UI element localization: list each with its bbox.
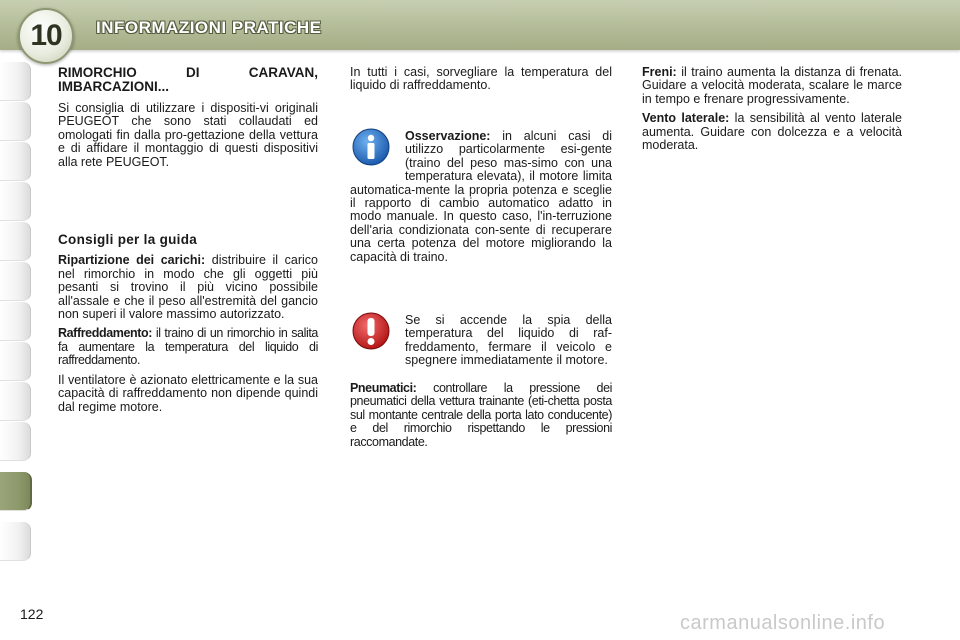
note-text: in alcuni casi di utilizzo particolarmente esi-gente (traino del peso mas-simo con una temperatura elevata), il motore limita automatica-mente la propria potenza e sceglie il rapporto di cambio automatico adatto in modo manuale. In questo caso, l'in-terruzione dell'aria condizionata con-sente di recuperare una certa potenza del motore migliorando la capacità di traino. [350, 129, 612, 264]
wind-label: Vento laterale: [642, 111, 730, 126]
warning-paragraph: Se si accende la spia della temperatura del liquido di raf-freddamento, fermare il veicolo e spegnere immediatamente il motore. [405, 313, 612, 368]
load-label: Ripartizione dei carichi: [58, 253, 206, 268]
note-label: Osservazione: [405, 129, 491, 143]
subheading-driving-advice: Consigli per la guida [58, 232, 198, 248]
cooling-label: Raffreddamento: [58, 326, 153, 341]
chapter-tab[interactable] [0, 522, 31, 561]
tyres-label: Pneumatici: [350, 381, 417, 395]
page-number: 122 [20, 606, 44, 622]
chapter-title: INFORMAZIONI PRATICHE [96, 18, 322, 37]
brakes-label: Freni: [642, 65, 677, 79]
warning-block [405, 314, 612, 374]
brakes-paragraph [642, 66, 902, 106]
chapter-tab[interactable] [0, 342, 31, 381]
chapter-tab[interactable] [0, 182, 31, 221]
chapter-number-badge: 10 [18, 8, 74, 64]
tyres-text: controllare la pressione dei pneumatici della vettura trainante (eti-chetta posta sul montante centrale della porta lato conducente) e del rimorchio rispettando le pressioni raccomandate. [350, 381, 612, 449]
chapter-tab[interactable] [0, 222, 31, 261]
chapter-tab[interactable] [0, 382, 31, 421]
tyres-block [350, 382, 612, 455]
chapter-header [0, 0, 960, 50]
column-1 [58, 66, 318, 420]
cooling-paragraph [58, 327, 318, 367]
brakes-text: il traino aumenta la distanza di frenata. Guidare a velocità moderata, scalare le marce in tempo e frenare progressivamente. [642, 65, 902, 106]
chapter-tab[interactable] [0, 102, 31, 141]
chapter-tab[interactable] [0, 142, 31, 181]
wind-text: la sensibilità al vento laterale aumenta. Guidare con dolcezza e a velocità moderata. [642, 111, 902, 153]
tyres-paragraph [350, 382, 612, 449]
load-text: distribuire il carico nel rimorchio in modo che gli oggetti più pesanti si trovino il più vicino possibile all'assale e che il peso all'estremità del gancio non superi il valore massimo autorizzato. [58, 253, 318, 322]
chapter-tab[interactable] [0, 422, 31, 461]
watermark: carmanualsonline.info [680, 612, 886, 634]
chapter-tab-active[interactable] [0, 472, 32, 511]
cooling-text: il traino di un rimorchio in salita fa aumentare la temperatura del liquido di raffreddamento. [58, 326, 318, 368]
chapter-tab[interactable] [0, 62, 31, 101]
column-2 [350, 66, 612, 99]
section-title: RIMORCHIO DI CARAVAN, IMBARCAZIONI... [58, 65, 318, 94]
warning-icon [352, 312, 390, 350]
chapter-tab[interactable] [0, 262, 31, 301]
intro-paragraph: Si consiglia di utilizzare i dispositi-vi originali PEUGEOT che sono stati collaudati ed omologati fin dalla pro-gettazione della vettura e di affidare il montaggio di questi dispositivi alla rete PEUGEOT. [58, 101, 318, 169]
load-paragraph [58, 254, 318, 321]
column-3 [642, 66, 902, 158]
temperature-paragraph: In tutti i casi, sorvegliare la temperatura del liquido di raffreddamento. [350, 65, 612, 93]
chapter-tab[interactable] [0, 302, 31, 341]
wind-paragraph [642, 112, 902, 152]
fan-paragraph: Il ventilatore è azionato elettricamente e la sua capacità di raffreddamento non dipende quindi dal regime motore. [58, 372, 318, 414]
note-paragraph [350, 130, 612, 264]
note-block [350, 130, 612, 270]
